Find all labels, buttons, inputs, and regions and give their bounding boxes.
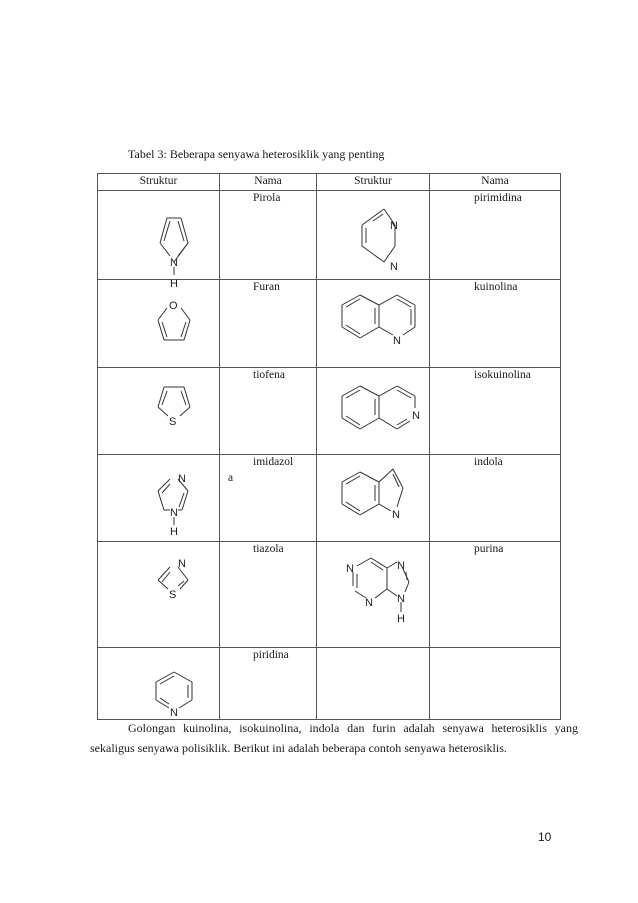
pyrrole-structure-icon [98, 191, 220, 290]
body-paragraph [90, 718, 578, 758]
compound-name: tiazola [220, 542, 317, 648]
table-row [98, 648, 561, 720]
pyrimidine-structure-icon [317, 191, 430, 280]
table-row [98, 455, 561, 542]
purine-structure-icon [317, 542, 430, 648]
atom-n: N [412, 410, 420, 422]
structure-cell [98, 648, 220, 720]
atom-n: N [170, 257, 178, 269]
structure-cell [317, 368, 430, 455]
header-name-1: Nama [220, 174, 317, 191]
atom-n: N [390, 261, 398, 273]
table-header-row [98, 174, 561, 191]
atom-s: S [169, 589, 177, 601]
furan-structure-icon [98, 280, 220, 368]
table-caption: Tabel 3: Beberapa senyawa heterosiklik yang penting [128, 147, 385, 161]
header-name-2: Nama [430, 174, 561, 191]
compound-name: indola [430, 455, 561, 542]
atom-n: N [178, 473, 186, 485]
structure-cell [98, 542, 220, 648]
structure-cell [98, 280, 220, 368]
compound-name: kuinolina [430, 280, 561, 368]
quinoline-structure-icon [317, 280, 430, 368]
atom-n: N [390, 220, 398, 232]
page-number: 10 [538, 830, 552, 844]
atom-s: S [169, 416, 177, 428]
pyridine-structure-icon [98, 648, 220, 720]
structure-cell [317, 455, 430, 542]
header-structure-1: Struktur [98, 174, 220, 191]
atom-h: H [170, 278, 178, 290]
compound-name: imidazol [220, 455, 317, 542]
structure-cell [98, 191, 220, 290]
compound-name: isokuinolina [430, 368, 561, 455]
structure-cell [317, 542, 430, 648]
table-row [98, 191, 561, 280]
compound-name: Pirola [220, 191, 317, 280]
structure-cell [317, 280, 430, 368]
atom-o: O [169, 300, 178, 312]
table-row [98, 280, 561, 368]
atom-n: N [393, 335, 401, 347]
header-structure-2: Struktur [317, 174, 430, 191]
compound-name: piridina [220, 648, 317, 720]
atom-n: N [346, 563, 354, 575]
compound-name: purina [430, 542, 561, 648]
atom-n: N [178, 558, 186, 570]
atom-n: N [170, 707, 178, 719]
atom-h: H [170, 526, 178, 538]
atom-n: N [397, 560, 405, 572]
compound-name-empty [430, 648, 561, 720]
atom-n: N [392, 509, 400, 521]
compound-name: Furan [220, 280, 317, 368]
structure-cell [317, 191, 430, 280]
table-row [98, 368, 561, 455]
isoquinoline-structure-icon [317, 368, 430, 455]
structure-cell [98, 455, 220, 542]
compound-name: pirimidina [430, 191, 561, 280]
indole-structure-icon [317, 455, 430, 542]
imidazole-structure-icon [98, 455, 220, 542]
wrapped-fragment: a [228, 472, 234, 484]
thiazole-structure-icon [98, 542, 220, 648]
atom-h: H [397, 613, 405, 625]
structure-cell-empty [317, 648, 430, 720]
heterocycle-table [97, 173, 561, 720]
atom-n: N [170, 507, 178, 519]
paragraph-text: Golongan kuinolina, isokuinolina, indola dan furin adalah senyawa heterosiklis yang sekaligus senyawa polisiklik. Berikut ini adalah beberapa contoh senyawa heterosiklis. [90, 721, 578, 755]
thiophene-structure-icon [98, 368, 220, 455]
atom-n: N [365, 597, 373, 609]
compound-name: tiofena [220, 368, 317, 455]
structure-cell [98, 368, 220, 455]
atom-n: N [397, 593, 405, 605]
table-row [98, 542, 561, 648]
